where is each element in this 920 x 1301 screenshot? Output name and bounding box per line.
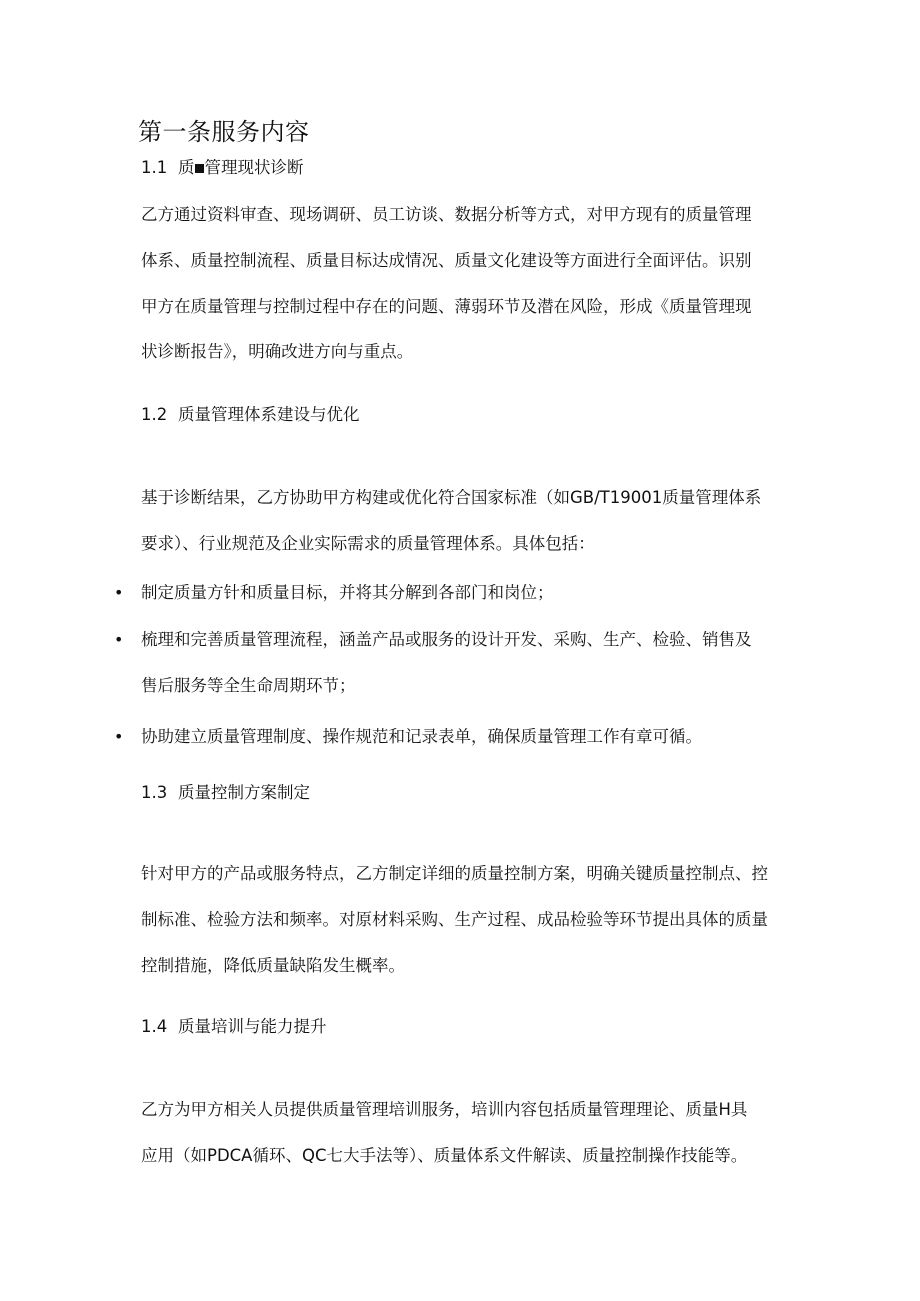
paragraph-line: 基于诊断结果，乙方协助甲方构建或优化符合国家标准（如GB/T19001质量管理体系	[141, 488, 762, 507]
section-heading-text-part1: 质	[178, 158, 195, 177]
bullet-icon: •	[114, 727, 124, 746]
section-paragraph-1-2	[141, 475, 791, 567]
section-number: 1.2	[141, 405, 168, 424]
section-heading-1-3	[141, 781, 310, 805]
bullet-icon: •	[114, 583, 124, 602]
bullet-line: 制定质量方针和质量目标，并将其分解到各部门和岗位；	[141, 583, 554, 602]
bullet-line: 售后服务等全生命周期环节；	[141, 675, 356, 695]
section-paragraph-1-4	[141, 1087, 791, 1179]
paragraph-line: 制标准、检验方法和频率。对原材料采购、生产过程、成品检验等环节提出具体的质量	[141, 909, 768, 929]
paragraph-line: 控制措施，降低质量缺陷发生概率。	[141, 955, 405, 975]
section-heading-text: 质量培训与能力提升	[178, 1017, 327, 1036]
bullet-item	[141, 714, 702, 760]
paragraph-line: 甲方在质量管理与控制过程中存在的问题、薄弱环节及潜在风险，形成《质量管理现	[141, 296, 752, 316]
bullet-line: 协助建立质量管理制度、操作规范和记录表单，确保质量管理工作有章可循。	[141, 727, 702, 746]
section-heading-1-4	[141, 1015, 327, 1039]
section-number: 1.3	[141, 783, 168, 802]
section-heading-1-2	[141, 403, 360, 427]
section-paragraph-1-1	[141, 192, 791, 375]
section-heading-text: 质量控制方案制定	[178, 783, 310, 802]
bullet-item	[141, 617, 752, 709]
paragraph-line: 乙方通过资料审查、现场调研、员工访谈、数据分析等方式，对甲方现有的质量管理	[141, 205, 752, 224]
bullet-icon: •	[114, 630, 124, 649]
section-heading-1-1	[141, 156, 304, 180]
paragraph-line: 乙方为甲方相关人员提供质量管理培训服务，培训内容包括质量管理理论、质量H具	[141, 1100, 748, 1119]
paragraph-line: 体系、质量控制流程、质量目标达成情况、质量文化建设等方面进行全面评估。识别	[141, 250, 752, 270]
section-paragraph-1-3	[141, 851, 791, 988]
section-number: 1.4	[141, 1017, 168, 1036]
bullet-line: 梳理和完善质量管理流程，涵盖产品或服务的设计开发、采购、生产、检验、销售及	[141, 630, 752, 649]
section-heading-text: 质量管理体系建设与优化	[178, 405, 360, 424]
paragraph-line: 状诊断报告》，明确改进方向与重点。	[141, 342, 414, 362]
paragraph-line: 针对甲方的产品或服务特点，乙方制定详细的质量控制方案，明确关键质量控制点、控	[141, 864, 768, 883]
missing-glyph-square-icon	[195, 164, 204, 173]
article-title: 第一条服务内容	[138, 118, 310, 146]
paragraph-line: 应用（如PDCA循环、QC七大手法等）、质量体系文件解读、质量控制操作技能等。	[141, 1145, 748, 1165]
section-number: 1.1	[141, 158, 168, 177]
section-heading-text-part2: 管理现状诊断	[204, 158, 304, 177]
paragraph-line: 要求）、行业规范及企业实际需求的质量管理体系。具体包括：	[141, 533, 595, 553]
bullet-item	[141, 570, 554, 616]
